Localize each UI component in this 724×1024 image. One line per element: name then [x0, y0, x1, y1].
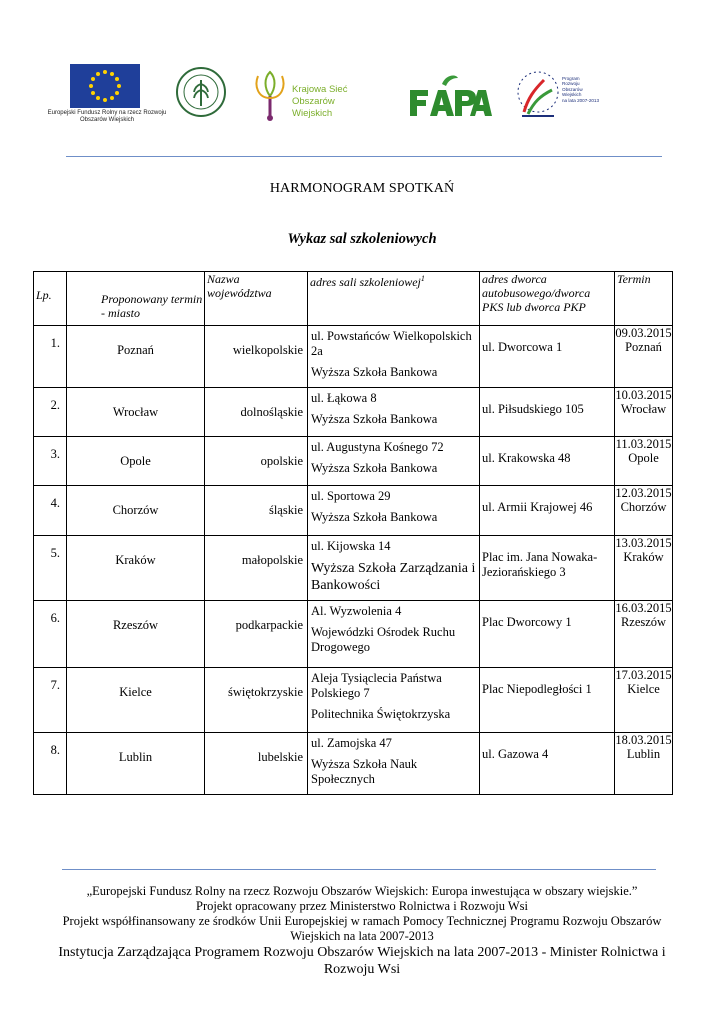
cell-city: Kraków — [67, 536, 205, 601]
header-lp: Lp. — [34, 272, 67, 326]
prow-text-line3: Obszarów — [562, 86, 583, 92]
date-value: 10.03.2015 — [615, 388, 672, 402]
cell-voivodeship: dolnośląskie — [205, 388, 308, 437]
cell-date — [615, 486, 673, 536]
cell-lp: 2. — [34, 388, 67, 437]
date-value: 18.03.2015 — [615, 733, 672, 747]
ksow-text-line1: Krajowa Sieć — [292, 84, 348, 95]
cell-room-address — [308, 733, 480, 795]
date-city: Kraków — [623, 550, 664, 564]
table-header-row — [34, 272, 673, 326]
wheat-seal-icon — [175, 66, 227, 118]
cell-city: Chorzów — [67, 486, 205, 536]
schedule-table — [33, 271, 673, 795]
date-value: 13.03.2015 — [615, 536, 672, 550]
prow-text-line2: Rozwoju — [562, 81, 580, 87]
cell-voivodeship: wielkopolskie — [205, 326, 308, 388]
cell-room-address — [308, 668, 480, 733]
page-subtitle: Wykaz sal szkoleniowych — [287, 231, 437, 247]
footer — [40, 884, 684, 978]
footer-project: Projekt opracowany przez Ministerstwo Rolnictwa i Rozwoju Wsi — [196, 899, 528, 913]
cell-room-address — [308, 486, 480, 536]
cell-voivodeship: lubelskie — [205, 733, 308, 795]
cell-lp: 3. — [34, 437, 67, 486]
date-city: Wrocław — [620, 402, 667, 416]
cell-lp: 8. — [34, 733, 67, 795]
table-row — [34, 437, 673, 486]
cell-voivodeship: opolskie — [205, 437, 308, 486]
cell-lp: 4. — [34, 486, 67, 536]
cell-city: Rzeszów — [67, 601, 205, 668]
header-voivodeship: Nazwa województwa — [205, 272, 308, 326]
cell-station-address: Plac Dworcowy 1 — [480, 601, 615, 668]
cell-station-address: ul. Armii Krajowej 46 — [480, 486, 615, 536]
logo-bar — [44, 60, 664, 135]
cell-city: Poznań — [67, 326, 205, 388]
ksow-flower-icon — [250, 68, 290, 122]
eu-fund-logo — [44, 60, 170, 132]
ministry-seal-logo — [175, 66, 227, 118]
ksow-text — [292, 84, 376, 120]
header-term-city: Proponowany termin - miasto — [67, 272, 205, 326]
room-institution: Wyższa Szkoła Zarządzania i Bankowości — [311, 561, 476, 593]
room-institution: Wyższa Szkoła Bankowa — [311, 412, 438, 426]
room-street: ul. Łąkowa 8 — [311, 391, 377, 405]
fapa-logo — [408, 72, 492, 118]
cell-room-address — [308, 388, 480, 437]
prow-text-line5: na lata 2007-2013 — [562, 97, 600, 103]
room-street: ul. Zamojska 47 — [311, 736, 392, 750]
room-street: Aleja Tysiąclecia Państwa Polskiego 7 — [311, 671, 442, 700]
room-institution: Wojewódzki Ośrodek Ruchu Drogowego — [311, 625, 456, 654]
header-room-address — [308, 272, 480, 326]
prow-logo — [514, 68, 606, 124]
cell-station-address: ul. Dworcowa 1 — [480, 326, 615, 388]
room-street: Al. Wyzwolenia 4 — [311, 604, 402, 618]
cell-date — [615, 536, 673, 601]
cell-voivodeship: śląskie — [205, 486, 308, 536]
cell-room-address — [308, 536, 480, 601]
date-city: Rzeszów — [620, 615, 667, 629]
room-street: ul. Powstańców Wielkopolskich 2a — [311, 329, 472, 358]
room-institution: Wyższa Szkoła Nauk Społecznych — [311, 757, 418, 786]
header-divider — [66, 156, 662, 157]
footer-slogan: „Europejski Fundusz Rolny na rzecz Rozwoju Obszarów Wiejskich: Europa inwestująca w obszary wiejskie.” — [86, 884, 638, 898]
cell-station-address: ul. Gazowa 4 — [480, 733, 615, 795]
page-title: HARMONOGRAM SPOTKAŃ — [269, 181, 455, 196]
table-row — [34, 733, 673, 795]
cell-lp: 5. — [34, 536, 67, 601]
cell-station-address: ul. Krakowska 48 — [480, 437, 615, 486]
prow-text-line1: Program — [562, 76, 580, 81]
date-value: 17.03.2015 — [615, 668, 672, 682]
prow-text-line4: Wiejskich — [562, 92, 582, 98]
table-row — [34, 668, 673, 733]
prow-emblem-icon — [514, 68, 562, 124]
cell-room-address — [308, 601, 480, 668]
cell-room-address — [308, 326, 480, 388]
cell-station-address: ul. Piłsudskiego 105 — [480, 388, 615, 437]
eu-caption: Europejski Fundusz Rolny na rzecz Rozwoju Obszarów Wiejskich — [47, 110, 167, 123]
date-value: 11.03.2015 — [615, 437, 672, 451]
table-row — [34, 601, 673, 668]
ksow-logo — [250, 68, 376, 122]
table-row — [34, 388, 673, 437]
cell-lp: 6. — [34, 601, 67, 668]
footnote-marker: 1 — [420, 274, 425, 283]
cell-voivodeship: podkarpackie — [205, 601, 308, 668]
cell-station-address: Plac im. Jana Nowaka-Jeziorańskiego 3 — [480, 536, 615, 601]
room-institution: Wyższa Szkoła Bankowa — [311, 510, 438, 524]
cell-lp: 1. — [34, 326, 67, 388]
footer-divider — [62, 869, 656, 870]
prow-text — [562, 76, 599, 103]
cell-date — [615, 388, 673, 437]
date-city: Lublin — [626, 747, 661, 761]
eu-stars-icon — [70, 64, 140, 108]
room-institution: Politechnika Świętokrzyska — [311, 707, 451, 721]
date-city: Kielce — [627, 682, 660, 696]
cell-voivodeship: świętokrzyskie — [205, 668, 308, 733]
ksow-text-line2: Obszarów Wiejskich — [292, 96, 335, 119]
cell-city: Opole — [67, 437, 205, 486]
cell-room-address — [308, 437, 480, 486]
room-street: ul. Augustyna Kośnego 72 — [311, 440, 444, 454]
fapa-wordmark-icon — [408, 72, 492, 118]
header-room-address-text: adres sali szkoleniowej — [310, 275, 421, 289]
room-street: ul. Sportowa 29 — [311, 489, 391, 503]
table-row — [34, 326, 673, 388]
cell-city: Lublin — [67, 733, 205, 795]
date-city: Opole — [628, 451, 659, 465]
date-city: Poznań — [625, 340, 662, 354]
header-station-address: adres dworca autobusowego/dworca PKS lub dworca PKP — [480, 272, 615, 326]
room-street: ul. Kijowska 14 — [311, 539, 391, 553]
date-value: 12.03.2015 — [615, 486, 672, 500]
header-date: Termin — [615, 272, 673, 326]
cell-lp: 7. — [34, 668, 67, 733]
date-value: 09.03.2015 — [615, 326, 672, 340]
eu-flag-icon — [70, 64, 140, 108]
footer-authority: Instytucja Zarządzająca Programem Rozwoju Obszarów Wiejskich na lata 2007-2013 - Minister Rolnictwa i Rozwoju Wsi — [58, 945, 666, 977]
table-row — [34, 486, 673, 536]
cell-date — [615, 733, 673, 795]
cell-voivodeship: małopolskie — [205, 536, 308, 601]
cell-station-address: Plac Niepodległości 1 — [480, 668, 615, 733]
cell-city: Wrocław — [67, 388, 205, 437]
table-row — [34, 536, 673, 601]
cell-date — [615, 326, 673, 388]
cell-city: Kielce — [67, 668, 205, 733]
room-institution: Wyższa Szkoła Bankowa — [311, 365, 438, 379]
footer-cofinancing: Projekt współfinansowany ze środków Unii Europejskiej w ramach Pomocy Technicznej Programu Rozwoju Obszarów Wiejskich na lata 2007-2013 — [62, 914, 662, 943]
room-institution: Wyższa Szkoła Bankowa — [311, 461, 438, 475]
cell-date — [615, 668, 673, 733]
date-value: 16.03.2015 — [615, 601, 672, 615]
cell-date — [615, 601, 673, 668]
cell-date — [615, 437, 673, 486]
date-city: Chorzów — [620, 500, 667, 514]
